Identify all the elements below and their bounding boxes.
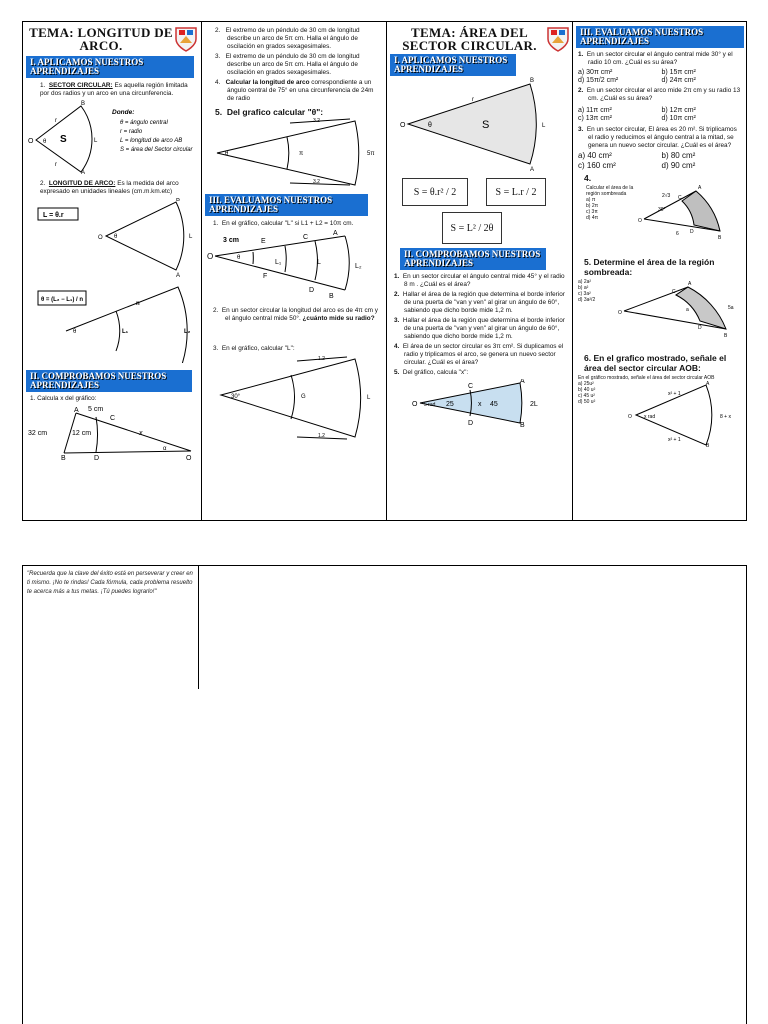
svg-text:O: O: [628, 414, 632, 420]
svg-text:B: B: [724, 333, 728, 339]
section-bar-aplicamos: I. APLICAMOS NUESTROS APRENDIZAJES: [26, 56, 194, 78]
svg-text:5 cm: 5 cm: [88, 406, 104, 413]
svg-text:θ = (L₂ − L₁) / n: θ = (L₂ − L₁) / n: [41, 297, 84, 303]
evaluation-1-text: En el gráfico, calcular "L" si L1 + L2 = 10π cm.: [221, 220, 354, 227]
svg-text:A: A: [530, 167, 535, 171]
svg-text:L: L: [542, 123, 546, 129]
theta-arc-figure: [205, 117, 383, 187]
shaded-ring-sector-figure: [606, 277, 746, 339]
svg-text:θ: θ: [43, 139, 47, 145]
question-3-options: [578, 151, 745, 171]
svg-text:S = área del Sector circular: S = área del Sector circular: [120, 147, 193, 153]
svg-text:2√3: 2√3: [662, 193, 671, 199]
svg-text:S: S: [60, 134, 67, 145]
svg-text:D: D: [94, 455, 100, 460]
problem-3-text: El extremo de un péndulo de 30 cm de longitud describe un arco de 5π cm. Halla el ángulo de oscilación en grados sexagesimales.: [225, 53, 360, 76]
svg-text:r = radio: r = radio: [120, 129, 143, 135]
svg-text:3 cm: 3 cm: [223, 237, 239, 244]
svg-text:6: 6: [676, 231, 679, 237]
svg-text:a: a: [686, 307, 689, 313]
svg-text:θ: θ: [237, 255, 241, 261]
svg-text:A: A: [74, 407, 79, 414]
question-2-options: [578, 107, 745, 123]
svg-text:L: L: [94, 138, 98, 144]
shaded-sector-x-figure: [390, 379, 568, 427]
option[interactable]: b) 80 cm²: [661, 151, 696, 160]
svg-text:D: D: [468, 420, 474, 427]
list-item: 5. Del gráfico, calcula "x":: [394, 369, 469, 376]
comprobamos-list: [390, 273, 569, 377]
angle-30-arc-figure: [205, 353, 383, 443]
svg-text:x: x: [139, 430, 143, 437]
svg-text:n: n: [136, 301, 140, 307]
svg-text:32 cm: 32 cm: [28, 430, 48, 437]
section-bar-comprobamos: II. COMPROBAMOS NUESTROS APRENDIZAJES: [26, 370, 192, 392]
evaluation-3: 3. En el gráfico, calcular "L":: [213, 345, 295, 352]
option[interactable]: d) 15π/2 cm²: [578, 77, 619, 84]
question-2: 2. En un sector circular el arco mide 2π cm y su radio 13 cm. ¿Cuál es su área?: [578, 87, 741, 102]
problem-4-bold: Calcular la longitud de arco: [225, 79, 310, 86]
svg-text:2L: 2L: [530, 401, 538, 408]
svg-text:x² + 1: x² + 1: [668, 391, 681, 397]
column-longitud-arco: [23, 22, 201, 520]
svg-text:45: 45: [490, 401, 498, 408]
svg-text:A: A: [688, 281, 692, 287]
svg-text:x rad: x rad: [644, 414, 656, 420]
svg-text:B: B: [61, 455, 66, 460]
problem-5-text: Del grafico calcular "θ":: [226, 107, 324, 117]
svg-text:B: B: [81, 101, 86, 107]
svg-text:L = θ.r: L = θ.r: [43, 212, 64, 219]
formula-l-r: S = L.r / 2: [486, 178, 546, 206]
svg-text:A: A: [706, 381, 710, 387]
area-formulas: [390, 176, 569, 248]
svg-text:x² + 1: x² + 1: [668, 437, 681, 443]
formula-arc-figure: [26, 198, 196, 278]
list-item: 3. Hallar el área de la región que determina el borde inferior de una puerta de "van y ven" al girar un ángulo de 60°, sabiendo que dicho borde mide 1,2 m.: [394, 317, 565, 340]
svg-text:E: E: [261, 238, 266, 245]
page-title-area: TEMA: ÁREA DEL SECTOR CIRCULAR.: [402, 25, 537, 53]
svg-text:5a: 5a: [728, 305, 734, 311]
svg-text:O: O: [412, 401, 418, 408]
svg-text:D: D: [690, 229, 694, 235]
svg-text:3.2: 3.2: [313, 179, 320, 185]
option[interactable]: b) 15π cm²: [661, 69, 696, 76]
svg-text:12 cm: 12 cm: [72, 430, 92, 437]
option[interactable]: a) 30π cm²: [578, 69, 613, 76]
svg-text:5π: 5π: [367, 151, 375, 157]
item2-text: Es la medida del arco expresado en unidades lineales (cm.m.km.etc): [40, 180, 179, 195]
svg-text:F: F: [263, 273, 268, 280]
item1-label: SECTOR CIRCULAR:: [48, 82, 113, 89]
svg-text:θ: θ: [114, 234, 118, 240]
svg-text:G: G: [301, 394, 306, 400]
svg-text:L₁: L₁: [275, 259, 282, 266]
question-6-block: [576, 373, 745, 447]
option[interactable]: d) 24π cm²: [661, 77, 696, 84]
svg-text:C: C: [110, 415, 116, 422]
question-1: 1. En un sector circular el ángulo central mide 30° y el radio 10 cm. ¿Cuál es su área?: [578, 51, 733, 66]
svg-text:C: C: [303, 234, 309, 241]
question-2-text: En un sector circular el arco mide 2π cm y su radio 13 cm. ¿Cuál es su área?: [586, 87, 741, 102]
svg-text:3.2: 3.2: [313, 118, 320, 124]
divider: [198, 566, 199, 689]
section-bar-evaluamos: III. EVALUAMOS NUESTROS APRENDIZAJES: [205, 194, 368, 216]
evaluation-1: 1. En el gráfico, calcular "L" si L1 + L2 = 10π cm.: [213, 220, 354, 227]
svg-text:L: L: [317, 259, 321, 266]
svg-text:8 + x: 8 + x: [720, 414, 731, 420]
question-4-block: [576, 183, 745, 245]
svg-text:O: O: [638, 218, 642, 224]
question-3-text: En un sector circular, El área es 20 m². Si triplicamos el radio y reducimos el ángulo central a la mitad, se genera un nuevo sector circular. ¿Cuál es el área?: [586, 126, 737, 149]
svg-text:O: O: [400, 122, 406, 129]
option[interactable]: c) 13π cm²: [578, 115, 612, 122]
evaluation-2: 2. En un sector circular la longitud del arco es de 4π cm y el ángulo central mide 50°. ¿cuánto mide su radio?: [213, 307, 378, 322]
svg-text:θ: θ: [225, 151, 229, 157]
svg-text:C: C: [468, 383, 474, 390]
svg-text:L₂: L₂: [184, 329, 191, 335]
svg-text:S: S: [482, 119, 490, 131]
problem-5: 5. Del grafico calcular "θ":: [215, 107, 324, 117]
sector-area-figure: [390, 76, 568, 171]
column-longitud-arco-ejercicios: [202, 22, 386, 520]
svg-text:30°: 30°: [231, 394, 241, 400]
problem-4-text: correspondiente a un ángulo central de 75° en una circunferencia de 24m de radio: [227, 79, 374, 102]
svg-text:B: B: [718, 235, 722, 241]
list-item: 4. El área de un sector circular es 3π cm². Si duplicamos el radio y triplicamos el arco, se genera un nuevo sector circular. ¿Cuál es el área?: [394, 343, 564, 366]
evaluation-2-question: ¿cuánto mide su radio?: [302, 315, 375, 322]
svg-text:30°: 30°: [658, 207, 666, 213]
svg-text:B: B: [530, 78, 535, 84]
column-evaluamos-area: [573, 22, 748, 520]
svg-text:D: D: [309, 287, 315, 294]
svg-text:O: O: [186, 455, 192, 460]
formula-theta-r2: S = θ.r² / 2: [402, 178, 468, 206]
svg-text:25: 25: [446, 401, 454, 408]
svg-text:D: D: [698, 325, 702, 331]
svg-text:A: A: [333, 230, 338, 237]
item1-text: Es aquella región limitada por dos radios y un arco en una circunferencia.: [40, 82, 188, 97]
option[interactable]: a) 11π cm²: [578, 107, 612, 114]
formula-two-arcs-figure: [26, 283, 196, 363]
svg-text:A: A: [81, 170, 86, 175]
question-6: 6. En el grafico mostrado, señale el área del sector circular AOB:: [584, 353, 727, 373]
svg-text:L₁: L₁: [122, 329, 129, 335]
page-title: TEMA: LONGITUD DE ARCO.: [29, 25, 173, 53]
svg-text:1.2: 1.2: [318, 356, 325, 362]
svg-text:A: A: [176, 273, 181, 278]
question-6-prompt: En el gráfico mostrado, señale el área del sector circular AOB a) 25u² b) 40 u² c) 45 u² d) 50 u²: [578, 375, 715, 405]
svg-text:L: L: [367, 395, 371, 401]
svg-text:C: C: [678, 195, 682, 201]
svg-text:O: O: [28, 138, 34, 145]
svg-text:r: r: [472, 97, 474, 103]
option[interactable]: b) 12π cm²: [661, 107, 696, 114]
section-bar-comprobamos-area: II. COMPROBAMOS NUESTROS APRENDIZAJES: [400, 248, 546, 270]
option[interactable]: c) 160 cm²: [578, 161, 616, 170]
svg-text:O: O: [98, 235, 103, 241]
sector-aob-figure: [620, 381, 746, 447]
worksheet-bottom: [22, 565, 747, 1024]
svg-text:π: π: [299, 151, 304, 157]
svg-text:θ: θ: [428, 122, 432, 129]
formula-l2-theta: S = L² / 2θ: [442, 212, 502, 244]
svg-text:θ: θ: [73, 329, 77, 335]
double-arc-figure: [205, 228, 383, 298]
option[interactable]: d) 10π cm²: [661, 115, 696, 122]
svg-text:L₂: L₂: [355, 263, 362, 270]
svg-text:Donde:: Donde:: [112, 109, 135, 116]
svg-text:B: B: [706, 443, 710, 447]
shaded-annular-sector-figure: [636, 183, 748, 245]
problem-2-text: El extremo de un péndulo de 30 cm de longitud describe un arco de 5π cm. Halla el ángulo de oscilación en grados sexagesimales.: [225, 27, 360, 50]
svg-text:r: r: [55, 118, 57, 124]
question-5: 5. Determine el área de la región sombreada:: [584, 257, 715, 277]
svg-text:C: C: [672, 289, 676, 295]
section-bar-evaluamos-area: III. EVALUAMOS NUESTROS APRENDIZAJES: [576, 26, 744, 48]
svg-text:5 rad: 5 rad: [424, 402, 436, 408]
question-5-block: [576, 277, 745, 339]
column-area-sector: [387, 22, 572, 520]
problem-3: 3. El extremo de un péndulo de 30 cm de longitud describe un arco de 5π cm. Halla el ángulo de oscilación en grados sexagesimales.: [215, 53, 360, 76]
question-4-prompt: Calcular el área de la región sombreada a) π b) 2π c) 3π d) 4π: [586, 185, 634, 221]
svg-text:B: B: [176, 198, 181, 203]
question-3: 3. En un sector circular, El área es 20 m². Si triplicamos el radio y reducimos el ángulo central a la mitad, se genera un nuevo sector circular. ¿Cuál es el área?: [578, 126, 737, 149]
svg-text:O: O: [618, 310, 622, 316]
evaluation-2-text: En un sector circular la longitud del arco es de 4π cm y el ángulo central mide 50°.: [221, 307, 378, 322]
svg-text:A: A: [698, 185, 702, 191]
school-shield-icon: [545, 25, 571, 53]
list-item: 1. En un sector circular el ángulo central mide 45° y el radio 8 m . ¿Cuál es el área?: [394, 273, 565, 288]
item2-label: LONGITUD DE ARCO:: [48, 180, 116, 187]
svg-text:x: x: [478, 401, 482, 408]
svg-text:B: B: [520, 422, 525, 427]
triangle-arc-figure: [26, 405, 196, 460]
svg-text:r: r: [55, 162, 57, 168]
section-bar-aplicamos-area: I. APLICAMOS NUESTROS APRENDIZAJES: [390, 54, 516, 76]
option[interactable]: d) 90 cm²: [661, 161, 696, 170]
item-longitud-arco: 2. LONGITUD DE ARCO: Es la medida del arco expresado en unidades lineales (cm.m.km.etc): [40, 180, 179, 195]
svg-text:A: A: [520, 379, 525, 385]
exercise-1: 1. Calcula x del gráfico:: [30, 395, 97, 402]
svg-text:L: L: [189, 234, 193, 240]
problem-2: 2. El extremo de un péndulo de 30 cm de longitud describe un arco de 5π cm. Halla el ángulo de oscilación en grados sexagesimales.: [215, 27, 360, 50]
option[interactable]: a) 40 cm²: [578, 151, 612, 160]
item-sector-circular: 1. SECTOR CIRCULAR: Es aquella región limitada por dos radios y un arco en una circunferencia.: [40, 82, 188, 97]
svg-text:1.2: 1.2: [318, 433, 325, 439]
svg-text:O: O: [207, 252, 214, 261]
sector-circular-figure: [26, 100, 196, 175]
question-1-options: [578, 69, 745, 85]
problem-4: 4. Calcular la longitud de arco correspondiente a un ángulo central de 75° en una circunferencia de 24m de radio: [215, 79, 374, 102]
worksheet-top: [22, 21, 747, 521]
question-1-text: En un sector circular el ángulo central mide 30° y el radio 10 cm. ¿Cuál es su área?: [586, 51, 733, 66]
svg-text:B: B: [329, 293, 334, 298]
motivational-quote: "Recuerda que la clave del éxito está en perseverar y creer en ti mismo. ¡No te rindas! Cada fórmula, cada problema resuelto te acerca más a tus metas. ¡Tú puedes lograrlo!": [27, 571, 193, 595]
svg-text:L = longitud de arco AB: L = longitud de arco AB: [120, 138, 183, 144]
list-item: 2. Hallar el área de la región que determina el borde inferior de una puerta de "van y ven" al girar un ángulo de 60°, sabiendo que dicho borde mide 1,2 m.: [394, 291, 565, 314]
school-shield-icon: [173, 25, 199, 53]
question-5-options: a) 2a² b) a² c) 3a² d) 3a²/2: [578, 279, 596, 303]
question-4: 4.: [584, 173, 592, 183]
svg-text:θ = ángulo central: θ = ángulo central: [120, 120, 168, 126]
svg-text:α: α: [163, 446, 167, 452]
evaluation-3-text: En el gráfico, calcular "L":: [221, 345, 295, 352]
